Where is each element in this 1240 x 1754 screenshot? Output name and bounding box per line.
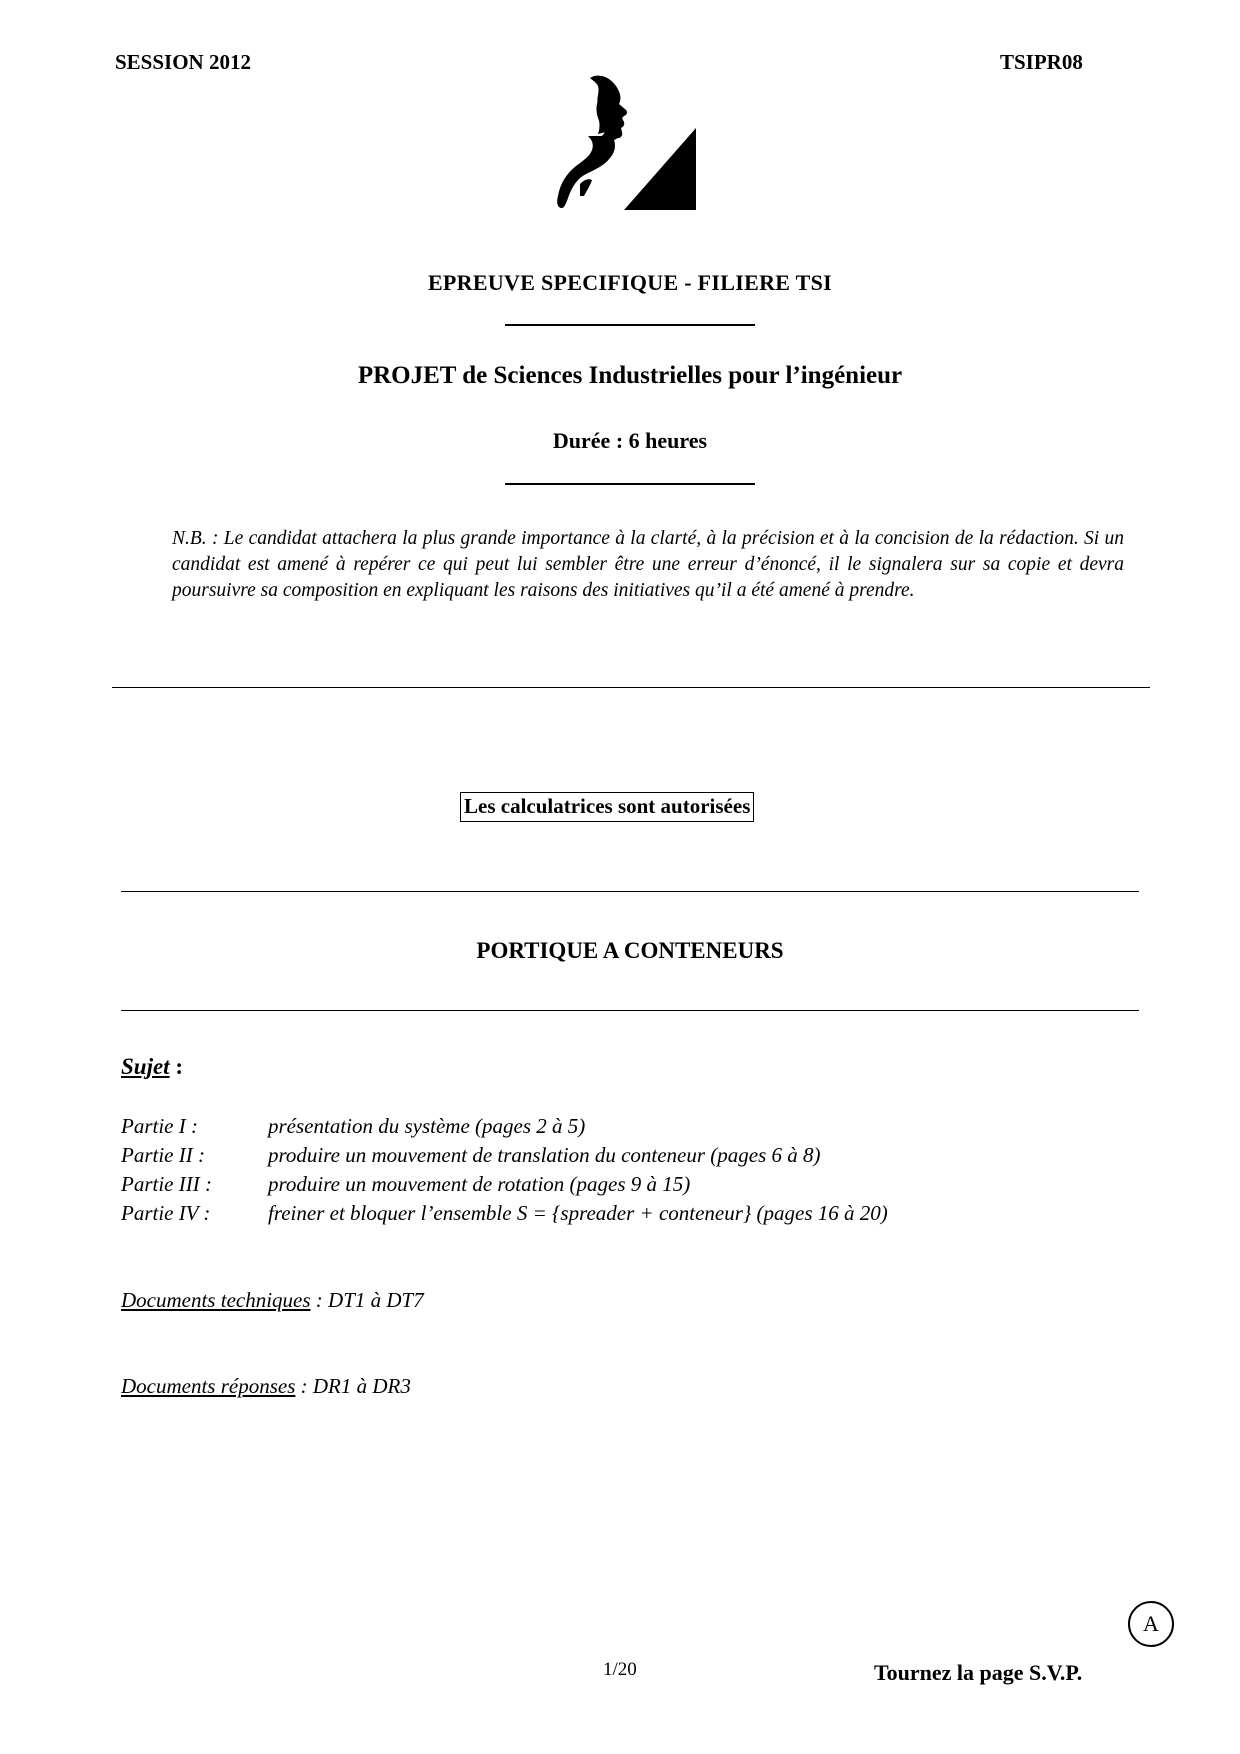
subject-title: PORTIQUE A CONTENEURS: [476, 938, 784, 963]
list-item: [121, 1199, 888, 1228]
list-item: [121, 1170, 888, 1199]
section-divider-1: [112, 687, 1150, 688]
part-text: produire un mouvement de rotation (pages 9 à 15): [268, 1172, 691, 1196]
documents-reponses-value: : DR1 à DR3: [295, 1374, 411, 1398]
documents-reponses: [121, 1374, 411, 1399]
documents-techniques: [121, 1288, 424, 1313]
duration: Durée : 6 heures: [552, 428, 708, 453]
part-text: produire un mouvement de translation du conteneur (pages 6 à 8): [268, 1143, 821, 1167]
list-item: [121, 1141, 888, 1170]
version-circle-badge: A: [1128, 1601, 1174, 1647]
documents-reponses-label: Documents réponses: [121, 1374, 296, 1398]
exam-code: TSIPR08: [1000, 50, 1083, 74]
title-divider-top: [505, 324, 755, 326]
calculators-notice: Les calculatrices sont autorisées: [460, 792, 754, 822]
part-text: freiner et bloquer l’ensemble S = {spreader + conteneur} (pages 16 à 20): [268, 1201, 888, 1225]
exam-logo-icon: [550, 72, 710, 210]
parts-list: [121, 1112, 888, 1228]
part-label: Partie III :: [121, 1172, 212, 1196]
documents-techniques-label: Documents techniques: [121, 1288, 311, 1312]
list-item: [121, 1112, 888, 1141]
sujet-label: Sujet: [121, 1054, 170, 1079]
epreuve-title: EPREUVE SPECIFIQUE - FILIERE TSI: [427, 270, 833, 295]
projet-title: PROJET de Sciences Industrielles pour l’ingénieur: [357, 362, 903, 389]
part-text: présentation du système (pages 2 à 5): [268, 1114, 586, 1138]
sujet-heading: [121, 1054, 183, 1080]
part-label: Partie II :: [121, 1143, 205, 1167]
section-divider-2: [121, 891, 1139, 892]
nb-paragraph: N.B. : Le candidat attachera la plus grande importance à la clarté, à la précision et à la concision de la rédaction. Si un candidat est amené à repérer ce qui peut lui sembler être une erreur d’énoncé, il le signalera sur sa copie et devra poursuivre sa composition en expliquant les raisons des initiatives qu’il a été amené à prendre.: [172, 528, 1124, 601]
part-label: Partie IV :: [121, 1201, 211, 1225]
session-label: SESSION 2012: [115, 50, 251, 74]
section-divider-3: [121, 1010, 1139, 1011]
turn-page-note: Tournez la page S.V.P.: [874, 1660, 1083, 1685]
part-label: Partie I :: [121, 1114, 198, 1138]
page-number: 1/20: [603, 1659, 637, 1680]
title-divider-bottom: [505, 483, 755, 485]
sujet-colon: :: [169, 1054, 183, 1079]
documents-techniques-value: : DT1 à DT7: [310, 1288, 424, 1312]
